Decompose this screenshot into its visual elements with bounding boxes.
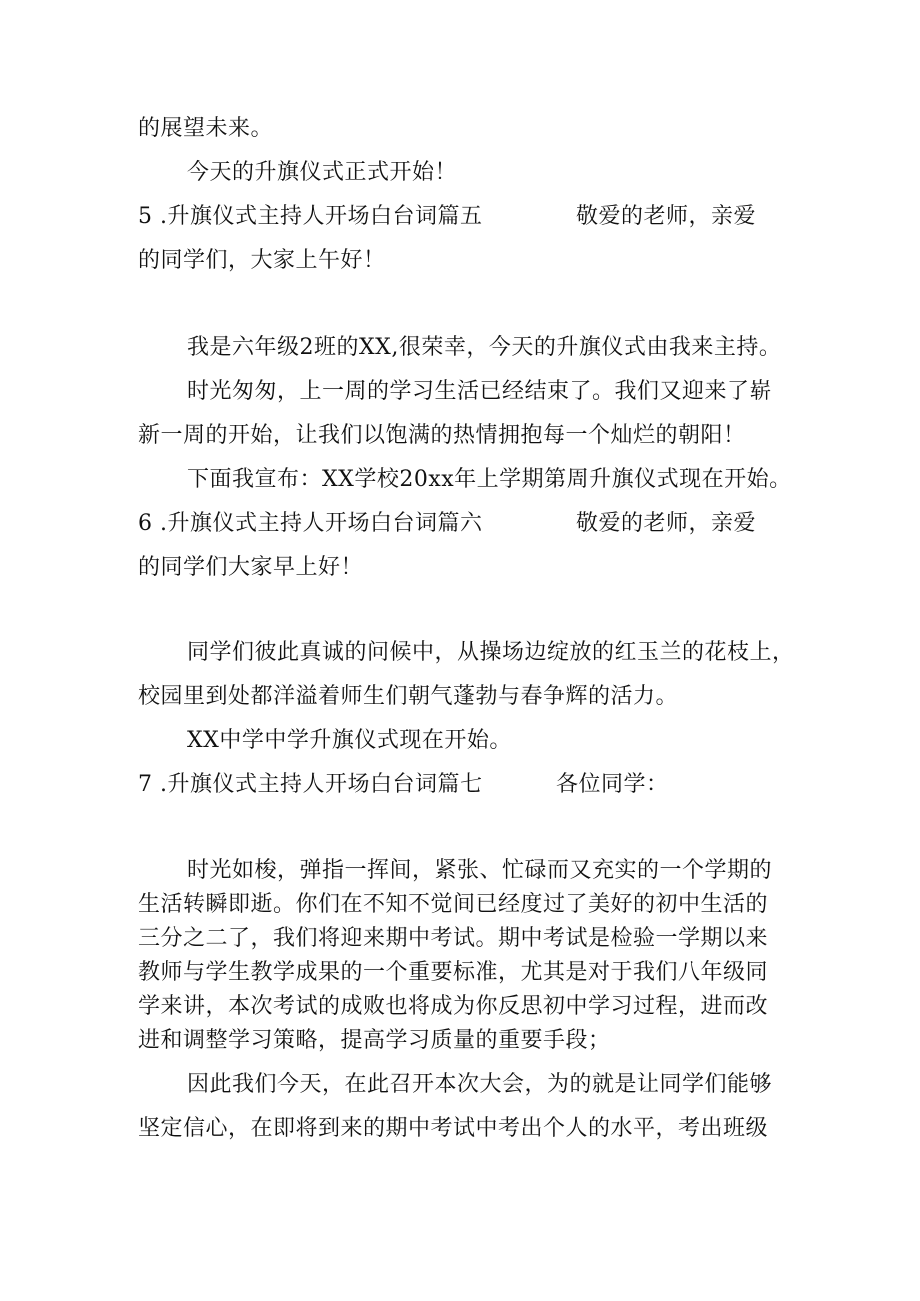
section-title: .升旗仪式主持人开场白台词篇五 xyxy=(160,204,483,229)
text-line: 因此我们今天，在此召开本次大会，为的就是让同学们能够 xyxy=(187,1072,773,1097)
section-greeting: 各位同学： xyxy=(556,772,669,797)
text-line: 三分之二了，我们将迎来期中考试。期中考试是检验一学期以来 xyxy=(138,926,769,951)
text-line: 教师与学生教学成果的一个重要标准，尤其是对于我们八年级同 xyxy=(138,960,769,985)
text-line: 的同学们大家早上好！ xyxy=(138,555,364,580)
section-heading-6 xyxy=(138,509,778,539)
text-line: 进和调整学习策略，提高学习质量的重要手段； xyxy=(138,1028,611,1053)
section-number: 6 xyxy=(138,511,153,536)
text-line: XX中学中学升旗仪式现在开始。 xyxy=(187,728,512,753)
text-line: 时光匆匆，上一周的学习生活已经结束了。我们又迎来了崭 xyxy=(187,379,773,404)
section-title: .升旗仪式主持人开场白台词篇七 xyxy=(160,772,483,797)
text-line: 我是六年级2班的XX,很荣幸，今天的升旗仪式由我来主持。 xyxy=(187,335,782,360)
text-line: 生活转瞬即逝。你们在不知不觉间已经度过了美好的初中生活的 xyxy=(138,892,769,917)
text-line: 同学们彼此真诚的问候中，从操场边绽放的红玉兰的花枝上， xyxy=(187,640,795,665)
section-number: 7 xyxy=(138,772,153,797)
section-greeting: 敬爱的老师，亲爱 xyxy=(576,511,757,536)
text-line: 今天的升旗仪式正式开始！ xyxy=(187,160,458,185)
text-line: 坚定信心，在即将到来的期中考试中考出个人的水平，考出班级 xyxy=(138,1116,769,1141)
text-line: 学来讲，本次考试的成败也将成为你反思初中学习过程，进而改 xyxy=(138,994,769,1019)
section-number: 5 xyxy=(138,204,153,229)
section-title: .升旗仪式主持人开场白台词篇六 xyxy=(160,511,483,536)
section-heading-5 xyxy=(138,202,778,232)
text-line: 的展望未来。 xyxy=(138,116,274,141)
text-line: 校园里到处都洋溢着师生们朝气蓬勃与春争辉的活力。 xyxy=(138,684,679,709)
text-line: 时光如梭，弹指一挥间，紧张、忙碌而又充实的一个学期的 xyxy=(187,858,773,883)
text-line: 新一周的开始，让我们以饱满的热情拥抱每一个灿烂的朝阳！ xyxy=(138,423,746,448)
section-greeting: 敬爱的老师，亲爱 xyxy=(576,204,757,229)
text-line: 下面我宣布：XX学校20xx年上学期第周升旗仪式现在开始。 xyxy=(187,467,792,492)
text-line: 的同学们，大家上午好！ xyxy=(138,248,386,273)
section-heading-7 xyxy=(138,770,778,800)
